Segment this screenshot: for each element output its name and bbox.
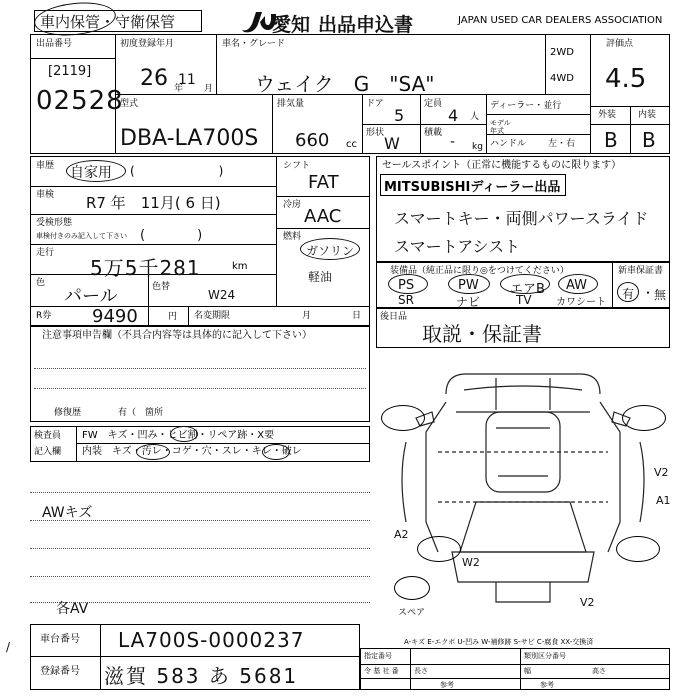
shift-label: シフト: [283, 161, 311, 171]
registration-year: 26: [140, 66, 168, 91]
receive-note: 車検付きのみ記入して下さい: [36, 232, 127, 240]
registration-month: 11: [178, 72, 196, 88]
inspector-label-1: 検査員: [34, 431, 62, 441]
reference-label-1: 参考: [440, 681, 454, 689]
equip-airbag-circle: [500, 274, 550, 294]
sales-point-line-2: スマートアシスト: [394, 237, 521, 256]
fuel-gasoline: ガソリン: [306, 244, 355, 258]
wheel-rear-right: [616, 536, 660, 562]
shape-label: 形状: [366, 128, 385, 138]
color-code: W24: [208, 288, 236, 302]
displacement-label: 排気量: [277, 99, 305, 109]
plate-value: 滋賀 583 あ 5681: [104, 664, 299, 688]
plate-label: 登録番号: [40, 666, 80, 677]
color-change-label: 色替: [152, 282, 171, 292]
damage-mark-v2-rear: V2: [580, 596, 595, 609]
lot-code: [2119]: [48, 64, 92, 79]
height-label: 高さ: [592, 667, 606, 675]
car-name-label: 車名・グレード: [222, 39, 286, 49]
capacity-value: 4: [448, 106, 459, 125]
inspection-label: 車検: [36, 190, 55, 200]
recycle-value: 9490: [92, 306, 138, 327]
notes-title: 注意事項申告欄（不具合内容等は具体的に記入して下さい）: [42, 330, 312, 341]
history-value: 自家用: [70, 165, 112, 181]
repair-value: 有（ 箇所: [118, 408, 164, 418]
model-year-label: モデル年式: [490, 119, 511, 135]
inspector-circle-1: [170, 426, 198, 442]
chassis-value: LA700S-0000237: [118, 628, 305, 652]
reference-label-2: 参考: [540, 681, 554, 689]
load-unit: kg: [472, 142, 483, 152]
spare-tire: [394, 576, 430, 600]
center-note: 令 基 社 番: [364, 667, 399, 675]
history-label: 車歴: [36, 161, 55, 171]
cooler-label: 冷房: [283, 200, 302, 210]
margin-mark: /: [6, 640, 11, 654]
warranty-sep: ・: [642, 286, 655, 300]
history-circle: [66, 160, 126, 182]
registration-month-unit: 月: [204, 84, 214, 94]
warranty-no: 無: [654, 288, 667, 302]
registration-year-unit: 年: [174, 84, 184, 94]
equip-ps-circle: [388, 274, 428, 294]
dealer-badge: MITSUBISHIディーラー出品: [384, 180, 561, 195]
equip-sr: SR: [398, 293, 414, 307]
load-value: -: [450, 134, 456, 150]
lot-label: 出品番号: [36, 39, 73, 49]
equip-ps: PS: [398, 278, 415, 293]
fuel-label: 燃料: [283, 232, 302, 242]
color-label: 色: [36, 278, 46, 288]
doors-label: ドア: [366, 99, 384, 109]
color-value: パール: [64, 286, 118, 307]
capacity-label: 定員: [424, 99, 443, 109]
damage-mark-a2: A2: [394, 528, 409, 541]
score-label: 評価点: [606, 39, 634, 49]
inspector-note-a: AWキズ: [42, 505, 93, 521]
lot-number: 02528: [36, 86, 124, 116]
wheel-front-right: [622, 405, 666, 431]
repair-label: 修復歴: [54, 408, 82, 418]
name-change-month: 月: [302, 311, 312, 321]
registration-label: 初度登録年月: [120, 39, 175, 49]
mileage-value: 5万5千281: [90, 256, 201, 280]
attached-label: 後日品: [380, 312, 408, 322]
doors-value: 5: [394, 106, 405, 125]
spec-label: 指定番号: [364, 652, 392, 660]
exterior-grade: B: [604, 128, 618, 152]
warranty-title: 新車保証書: [618, 266, 664, 276]
mileage-label: 走行: [36, 248, 55, 258]
width-label: 幅: [524, 667, 531, 675]
doc-title: 出品申込書: [318, 14, 414, 36]
storage-label: 車内保管・守衛保管: [40, 13, 176, 31]
org-title: 愛知: [272, 14, 311, 36]
inspector-row-1: FW キズ・凹み・ヒビ割・リペア跡・X要: [82, 430, 275, 441]
name-change-day: 日: [352, 311, 362, 321]
spare-label: スペア: [398, 608, 426, 618]
displacement-value: 660: [295, 130, 330, 151]
model-value: DBA-LA700S: [120, 126, 259, 151]
chassis-label: 車台番号: [40, 634, 80, 645]
org-english: JAPAN USED CAR DEALERS ASSOCIATION: [458, 15, 663, 26]
equip-tv: TV: [516, 293, 532, 307]
recycle-unit: 円: [168, 312, 178, 322]
recycle-label: R券: [36, 311, 52, 321]
displacement-unit: cc: [346, 139, 357, 150]
equip-pw-circle: [448, 274, 490, 294]
inspector-circle-3: [262, 444, 290, 460]
fuel-gasoline-circle: [300, 238, 360, 260]
inspector-row-2: 内装 キズ・汚レ・コゲ・穴・スレ・キレ・破レ: [82, 446, 302, 457]
bottom-info-box: [360, 648, 670, 690]
load-label: 積載: [424, 128, 443, 138]
interior-grade: B: [642, 128, 656, 152]
drive-2wd: 2WD: [550, 47, 574, 58]
inspector-label-2: 記入欄: [34, 447, 62, 457]
car-name-value: ウェイク G "SA": [255, 72, 435, 96]
diagram-legend: A-キズ E-エクボ U-凹み W-補修跡 S-サビ C-腐食 XX-交換済: [404, 638, 594, 646]
equip-navi: ナビ: [456, 295, 481, 309]
damage-mark-a1: A1: [656, 494, 671, 507]
brand-logo-text: [240, 11, 241, 12]
dealer-label: ディーラー・並行: [490, 101, 562, 111]
sales-points-title: セールスポイント（正常に機能するものに限ります）: [382, 160, 622, 171]
equip-airbag: エアB: [510, 282, 545, 297]
shift-value: FAT: [308, 172, 339, 193]
handle-options: 左・右: [548, 139, 576, 149]
equipment-title: 装備品（純正品に限り◎をつけてください）: [390, 266, 569, 276]
wheel-rear-left: [417, 536, 461, 562]
equip-aw-circle: [558, 274, 598, 294]
attached-value: 取説・保証書: [422, 322, 542, 346]
warranty-yes-circle: [617, 282, 639, 302]
mileage-unit: km: [232, 261, 248, 272]
score-value: 4.5: [605, 64, 647, 94]
equip-aw: AW: [566, 278, 588, 293]
name-change-label: 名変期限: [194, 311, 231, 321]
damage-mark-v2-right: V2: [654, 466, 669, 479]
shape-value: W: [384, 134, 400, 153]
sales-point-line-1: スマートキー・両側パワースライド: [394, 209, 649, 228]
inspector-note-b: 各AV: [56, 601, 89, 617]
capacity-unit: 人: [470, 112, 480, 122]
history-paren: ( ): [130, 164, 224, 178]
wheel-front-left: [381, 405, 425, 431]
warranty-yes: 有: [622, 287, 635, 301]
model-label: 型式: [120, 99, 139, 109]
receive-value: ( ): [140, 228, 203, 243]
damage-mark-w2: W2: [462, 556, 480, 569]
inspector-circle-2: [136, 444, 170, 460]
length-label: 長さ: [414, 667, 428, 675]
inspection-value: R7 年 11月( 6 日): [86, 194, 221, 212]
exterior-label: 外装: [598, 110, 617, 120]
equip-pw: PW: [458, 278, 479, 293]
cooler-value: AAC: [304, 206, 342, 227]
equip-seat: カワシート: [556, 297, 606, 308]
fuel-diesel: 軽油: [308, 270, 333, 284]
handle-label: ハンドル: [490, 139, 527, 149]
receive-label: 受検形態: [36, 218, 73, 228]
interior-label: 内装: [638, 110, 657, 120]
drive-4wd: 4WD: [550, 73, 574, 84]
cat-label: 類別区分番号: [524, 652, 566, 660]
